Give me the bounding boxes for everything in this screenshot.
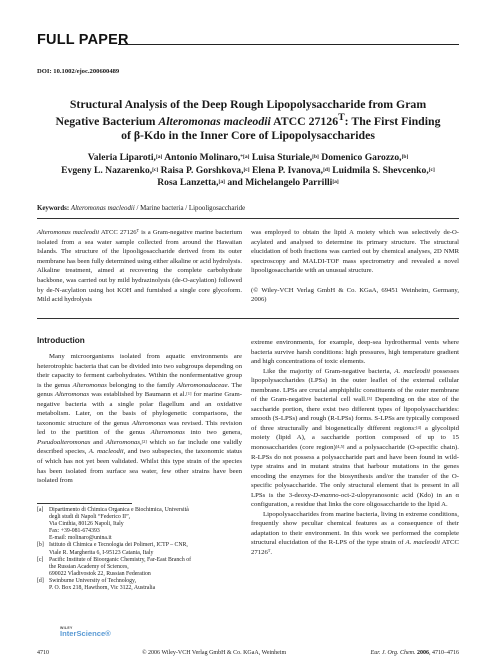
doi: DOI: 10.1002/ejoc.200600489 (37, 68, 120, 75)
abstract-left (37, 228, 242, 305)
keywords (37, 205, 459, 212)
title-species: Alteromonas macleodii (158, 113, 271, 128)
body-column-left (37, 352, 242, 486)
author: Raisa P. Gorshkova,[c] (160, 164, 250, 176)
author: Evgeny L. Nazarenko,[c] (61, 164, 159, 176)
page-number: 4710 (37, 650, 49, 656)
introduction-heading: Introduction (37, 336, 85, 345)
author: and Michelangelo Parrilli[a] (227, 177, 339, 189)
affiliation-a: [a] Dipartimento di Chimica Organica e Biochimica, Università degli studi di Napoli “Federico II”, Via Cinthia, 80126 Napoli, Italy Fax: +39-081-674393 E-mail: molinaro@unina.it (37, 507, 189, 542)
title-line-2-end: : The First Finding (344, 113, 441, 128)
keywords-rule (37, 218, 459, 219)
title-line-2-pre: Negative Bacterium (55, 113, 159, 128)
keywords-label: Keywords: (37, 205, 70, 212)
author: Luidmila S. Shevcenko,[c] (332, 164, 435, 176)
abstract-rule (37, 318, 459, 319)
author: Elena P. Ivanova,[d] (251, 164, 330, 176)
author: Rosa Lanzetta,[a] (157, 177, 225, 189)
header-rule (118, 44, 459, 45)
author: Antonio Molinaro,$^{*[a]}$ (164, 152, 250, 163)
abstract-copyright: (© Wiley-VCH Verlag GmbH & Co. KGaA, 69451 Weinheim, Germany, 2006) (251, 286, 459, 304)
footnote-rule (37, 503, 132, 504)
abstract-right (251, 228, 459, 305)
body-column-right (251, 338, 459, 558)
affiliations (37, 507, 242, 592)
right-paragraph-2: Lipopolysaccharides from marine bacteria, living in extreme conditions, frequently show peculiar chemical features as a consequence of their adaptation to their environment. In this work we performed the complete structural elucidation of the R-LPS of the type strain of A. macleodii ATCC 27126ᵀ. (251, 510, 459, 557)
abstract-left-text: ATCC 27126ᵀ is a Gram-negative marine bacterium isolated from a sea water sample collected from around the Hawaiian Islands. The structure of the lipooligosaccharide derived from its outer membrane has been fully determined using either alkaline or acid hydrolysis. Alkaline treatment, aimed at recovering the complete carbohydrate backbone, was carried out by mild hydrazinolysis (de-O-acylation) followed by de-N-acylation using hot KOH and furnished a single core glycoform. Mild acid hydrolysis (37, 229, 242, 304)
author-list (37, 152, 459, 190)
right-paragraph-1: Like the majority of Gram-negative bacteria, A. macleodii possesses lipopolysaccharides (LPSs) in the outer leaflet of the external cellular membrane. LPSs are crucial amphiphilic constituents of the outer membrane of the Gram-negative bacterial cell wall.[3] Depending on the size of the saccharide portion, there exist two different types of lipopolysaccharides: smooth (S-LPSs) and rough (R-LPSs) forms. S-LPSs are typically composed of three structurally and biogenetically different regions:[4] a glycolipid moiety (lipid A), a saccharide portion composed of up to 15 monosaccharides (core region)[4,5] and a polysaccharide (O-specific chain). R-LPSs do not possess a polysaccharide part and have been found in wild-type strains and in mutant strains that harbour mutations in the genes encoding the enzymes for the biosynthesis and/or the transfer of the O-specific polysaccharide. The only structural element that is present in all LPSs is the 3-deoxy-D-manno-oct-2-ulopyranosonic acid (Kdo) in an α configuration, a residue that links the core oligosaccharide to the lipid A. (251, 367, 459, 509)
abstract-species: Alteromonas macleodii (37, 229, 100, 236)
article-title (37, 97, 459, 142)
author: Valeria Liparoti,[a] (87, 152, 163, 163)
journal-citation: Eur. J. Org. Chem. 2006, 4710–4716 (370, 650, 459, 656)
affiliation-b: [b] Istituto di Chimica e Tecnologia dei Polimeri, ICTP – CNR, Viale R. Margherita 6, I-95123 Catania, Italy (37, 542, 188, 556)
section-header: FULL PAPER (37, 32, 129, 48)
affiliation-c: [c] Pacific Institute of Bioorganic Chemistry, Far-East Branch of the Russian Academy of Sciences, 690022 Vladivostok 22, Russian Federation (37, 556, 192, 577)
title-line-3: of β-Kdo in the Inner Core of Lipopolysaccharides (121, 127, 375, 142)
title-sup: T (338, 112, 345, 123)
title-line-1: Structural Analysis of the Deep Rough Lipopolysaccharide from Gram (69, 97, 427, 111)
footer-copyright: © 2006 Wiley-VCH Verlag GmbH & Co. KGaA, Weinheim (142, 650, 287, 656)
author: Domenico Garozzo,[b] (321, 152, 409, 163)
author: Luisa Sturiale,[b] (251, 152, 319, 163)
intro-paragraph-1: Many microorganisms isolated from aquatic environments are heterotrophic bacteria that can be divided into two subgroups depending on their capacity to ferment carbohydrates. Within the nonfermentative group is the genus Alteromonas belonging to the family Alteromonadaceae. The genus Alteromonas was established by Baumann et al.[1] for marine Gram-negative bacteria with a single polar flagellum and an oxidative metabolism. Later, on the basis of phylogenetic comparisons, the taxonomic structure of the genus Alteromonas was revised. This revision led to the partition of the genus Alteromonas into two genera, Pseudoalteromonas and Alteromonas,[2] which so far include one validly described species, A. macleodii, and two subspecies, the taxonomic status of which has not yet been validated. Whilst this type strain of the species has been isolated from surface sea water, few other strains have been isolated from (37, 353, 243, 485)
wiley-interscience-logo: WILEY InterScience® (60, 626, 111, 638)
keywords-rest: / Marine bacteria / Lipooligosaccharide (134, 205, 246, 212)
title-strain: ATCC 27126 (270, 113, 339, 128)
affiliation-d: [d] Swinburne University of Technology, P. O. Box 218, Hawthorn, Vic 3122, Australia (37, 577, 156, 592)
keyword-species: Alteromonas macleodii (70, 205, 135, 212)
abstract-right-text: was employed to obtain the lipid A moiety which was selectively de-O-acylated and analysed to determine its primary structure. The structural elucidation of both fractions was carried out by chemical analyses, 2D NMR spectroscopy and MALDI-TOF mass spectrometry and revealed a novel lipooligosaccharide with an unusual structure. (251, 229, 459, 275)
right-paragraph-0: extreme environments, for example, deep-sea hydrothermal vents where bacteria survive harsh conditions: high pressures, high temperature gradient and high concentrations of toxic elements. (251, 339, 459, 366)
